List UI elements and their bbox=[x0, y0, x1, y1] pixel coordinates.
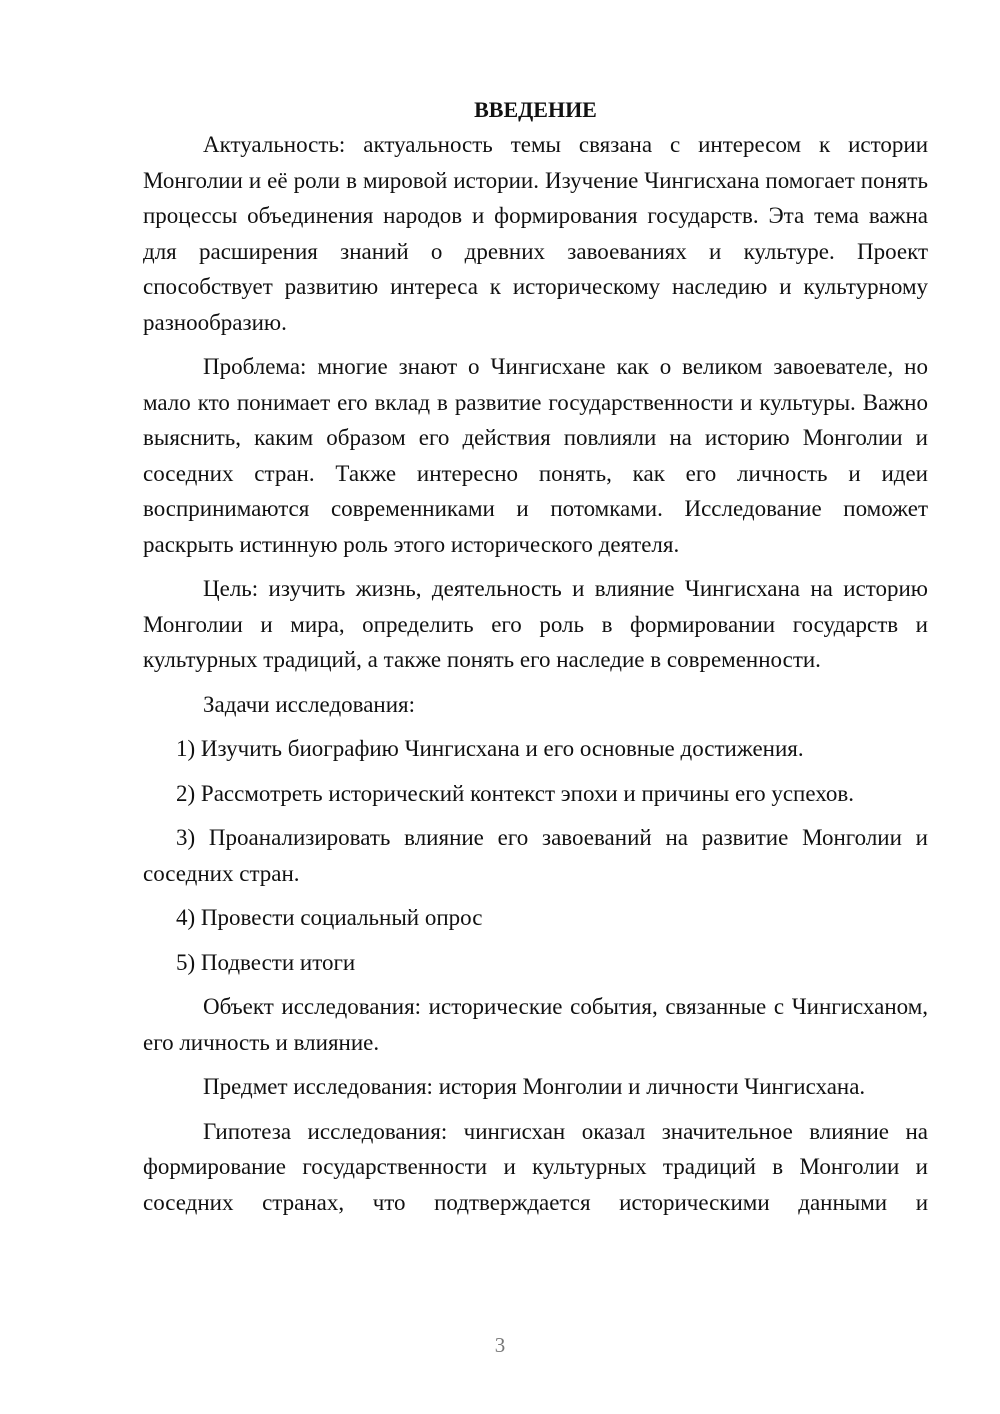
relevance-paragraph: Актуальность: актуальность темы связана с интересом к истории Монголии и её роли в мировой истории. Изучение Чингисхана помогает понять процессы объединения народов и формирования государств. Эта тема важна для расширения знаний о древних завоеваниях и культуре. Проект способствует развитию интереса к историческому наследию и культурному разнообразию. bbox=[143, 132, 928, 335]
list-item: 4) Провести социальный опрос bbox=[176, 905, 483, 930]
page-title: ВВЕДЕНИЕ bbox=[474, 97, 597, 122]
tasks-label: Задачи исследования: bbox=[203, 691, 416, 717]
problem-paragraph: Проблема: многие знают о Чингисхане как о великом завоевателе, но мало кто понимает его вклад в развитие государственности и культуры. Важно выяснить, каким образом его действия повлияли на историю Монголии и соседних стран. Также интересно понять, как его личность и идеи воспринимаются современниками и потомками. Исследование поможет раскрыть истинную роль этого исторического деятеля. bbox=[143, 354, 928, 557]
list-item: 5) Подвести итоги bbox=[176, 949, 356, 975]
list-item: 3) Проанализировать влияние его завоеваний на развитие Монголии и соседних стран. bbox=[143, 825, 928, 886]
tasks-list bbox=[143, 731, 928, 980]
document-page bbox=[143, 92, 928, 1229]
list-item: 2) Рассмотреть исторический контекст эпохи и причины его успехов. bbox=[176, 780, 854, 806]
subject-paragraph: Предмет исследования: история Монголии и личности Чингисхана. bbox=[203, 1074, 866, 1099]
page-number: 3 bbox=[494, 1333, 506, 1357]
hypothesis-paragraph: Гипотеза исследования: чингисхан оказал значительное влияние на формирование государственности и культурных традиций в Монголии и соседних странах, что подтверждается историческими данными и bbox=[143, 1118, 928, 1215]
object-paragraph: Объект исследования: исторические события, связанные с Чингисханом, его личность и влияние. bbox=[143, 994, 928, 1055]
list-item: 1) Изучить биографию Чингисхана и его основные достижения. bbox=[176, 736, 804, 761]
goal-paragraph: Цель: изучить жизнь, деятельность и влияние Чингисхана на историю Монголии и мира, определить его роль в формировании государств и культурных традиций, а также понять его наследие в современности. bbox=[143, 576, 928, 672]
